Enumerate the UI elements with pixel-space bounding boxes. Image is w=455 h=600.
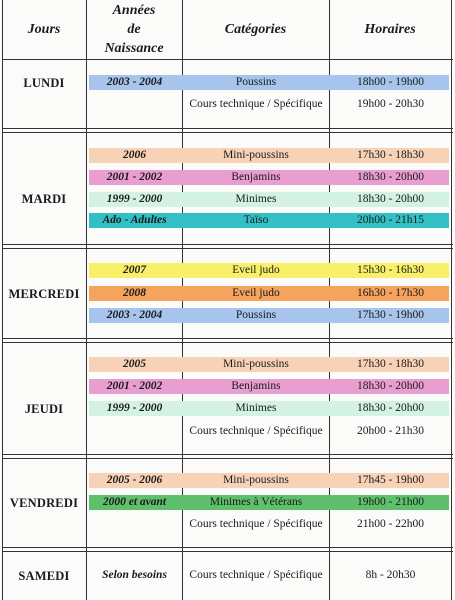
time-cell: 8h - 20h30 [365,569,416,581]
birth-year-cell: 2001 - 2002 [106,380,163,392]
day-label-lundi: LUNDI [23,76,65,90]
category-cell: Minimes [235,193,277,205]
time-cell: 17h45 - 19h00 [356,474,425,486]
birth-year-cell: 2007 [123,264,146,276]
category-cell: Benjamins [231,171,281,183]
time-cell: 18h00 - 19h00 [356,76,425,88]
day-label-mardi: MARDI [21,192,67,206]
day-label-samedi: SAMEDI [18,569,70,583]
time-cell: 17h30 - 18h30 [356,358,425,370]
time-cell: 16h30 - 17h30 [356,287,425,299]
day-label-vendredi: VENDREDI [9,496,79,510]
category-cell: Minimes [235,402,277,414]
birth-year-cell [88,424,181,439]
time-cell: 18h30 - 20h00 [356,402,425,414]
category-cell: Minimes à Vétérans [209,496,303,508]
row-divider [2,454,453,459]
row-divider [2,244,453,249]
time-cell: 20h00 - 21h15 [356,214,425,226]
birth-year-cell: 2005 - 2006 [106,474,163,486]
header-annees-line3: Naissance [104,41,164,56]
row-divider [2,59,453,60]
birth-year-cell: Selon besoins [102,569,167,581]
time-cell: 17h30 - 18h30 [356,149,425,161]
birth-year-cell: 2003 - 2004 [106,309,163,321]
header-horaires: Horaires [364,22,416,37]
row-divider [2,547,453,552]
time-cell: 19h00 - 20h30 [356,98,425,110]
category-cell: Poussins [235,309,277,321]
column-divider [86,0,87,600]
time-cell: 19h00 - 21h00 [356,496,425,508]
header-annees-line1: Années [112,3,156,18]
category-cell: Poussins [235,76,277,88]
category-cell: Cours technique / Spécifique [189,518,323,530]
category-cell: Eveil judo [232,287,280,299]
category-cell: Cours technique / Spécifique [189,569,323,581]
row-divider [2,338,453,343]
day-label-mercredi: MERCREDI [8,287,80,301]
time-cell: 18h30 - 20h00 [356,171,425,183]
birth-year-cell: Ado - Adultes [102,214,167,226]
column-divider [2,0,3,600]
category-cell: Taïso [243,214,269,226]
birth-year-cell: 2003 - 2004 [106,76,163,88]
birth-year-cell: 1999 - 2000 [106,402,163,414]
header-categories: Catégories [224,22,287,37]
category-cell: Mini-poussins [223,474,289,486]
birth-year-cell: 2001 - 2002 [106,171,163,183]
time-cell: 15h30 - 16h30 [356,264,425,276]
birth-year-cell: 2005 [123,358,146,370]
day-label-jeudi: JEUDI [24,402,64,416]
header-annees-line2: de [127,22,141,37]
time-cell: 21h00 - 22h00 [356,518,425,530]
birth-year-cell: 2008 [123,287,146,299]
category-cell: Cours technique / Spécifique [189,98,323,110]
time-cell: 17h30 - 19h00 [356,309,425,321]
category-cell: Eveil judo [232,264,280,276]
time-cell: 20h00 - 21h30 [356,425,425,437]
birth-year-cell: 2000 et avant [102,496,167,508]
birth-year-cell [88,517,181,532]
birth-year-cell [88,97,181,112]
category-cell: Mini-poussins [223,358,289,370]
category-cell: Mini-poussins [223,149,289,161]
row-divider [2,128,453,133]
column-divider [451,0,452,600]
time-cell: 18h30 - 20h00 [356,193,425,205]
time-cell: 18h30 - 20h00 [356,380,425,392]
birth-year-cell: 1999 - 2000 [106,193,163,205]
category-cell: Cours technique / Spécifique [189,425,323,437]
birth-year-cell: 2006 [123,149,146,161]
header-annees [88,1,180,58]
category-cell: Benjamins [231,380,281,392]
header-jours: Jours [27,22,61,37]
